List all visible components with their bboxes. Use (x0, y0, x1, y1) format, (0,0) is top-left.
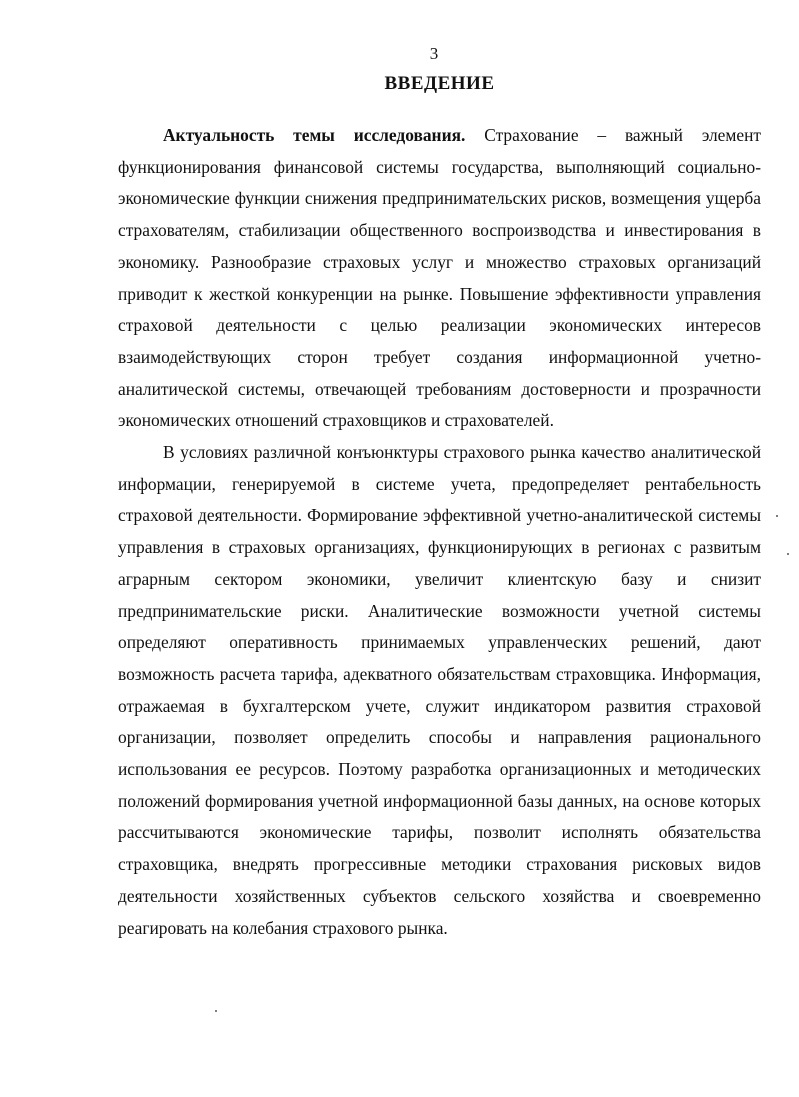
page-number: 3 (429, 44, 439, 63)
paragraph-lead: Актуальность темы исследования. (163, 125, 466, 145)
paragraph-text: В условиях различной конъюнктуры страхового рынка качество аналитической информации, генерируемой в системе учета, предопределяет рентабельность страховой деятельности. Формирование эффективной учетно-аналитической системы управления в страховых организациях, функционирующих в регионах с развитым аграрным сектором экономики, увеличит клиентскую базу и снизит предпринимательские риски. Аналитические возможности учетной системы определяют оперативность принимаемых управленческих решений, дают возможность расчета тарифа, адекватного обязательствам страховщика. Информация, отражаемая в бухгалтерском учете, служит индикатором развития страховой организации, позволяет определить способы и направления рационального использования ее ресурсов. Поэтому разработка организационных и методических положений формирования учетной информационной базы данных, на основе которых рассчитываются экономические тарифы, позволит исполнять обязательства страховщика, внедрять прогрессивные методики страхования рисковых видов деятельности хозяйственных субъектов сельского хозяйства и своевременно реагировать на колебания страхового рынка. (118, 442, 761, 938)
paragraph-text: Страхование – важный элемент функционирования финансовой системы государства, выполняющий социально-экономические функции снижения предпринимательских рисков, возмещения ущерба страхователям, стабилизации общественного воспроизводства и инвестирования в экономику. Разнообразие страховых услуг и множество страховых организаций приводит к жесткой конкуренции на рынке. Повышение эффективности управления страховой деятельности с целью реализации экономических интересов взаимодействующих сторон требует создания информационной учетно-аналитической системы, отвечающей требованиям достоверности и прозрачности экономических отношений страховщиков и страхователей. (118, 125, 761, 431)
scan-speck (776, 515, 778, 517)
section-title: ВВЕДЕНИЕ (384, 73, 495, 94)
paragraph-market (118, 437, 761, 944)
body-text (118, 120, 761, 944)
scan-speck (787, 553, 789, 555)
scan-speck (215, 1010, 217, 1012)
paragraph-relevance (118, 120, 761, 437)
